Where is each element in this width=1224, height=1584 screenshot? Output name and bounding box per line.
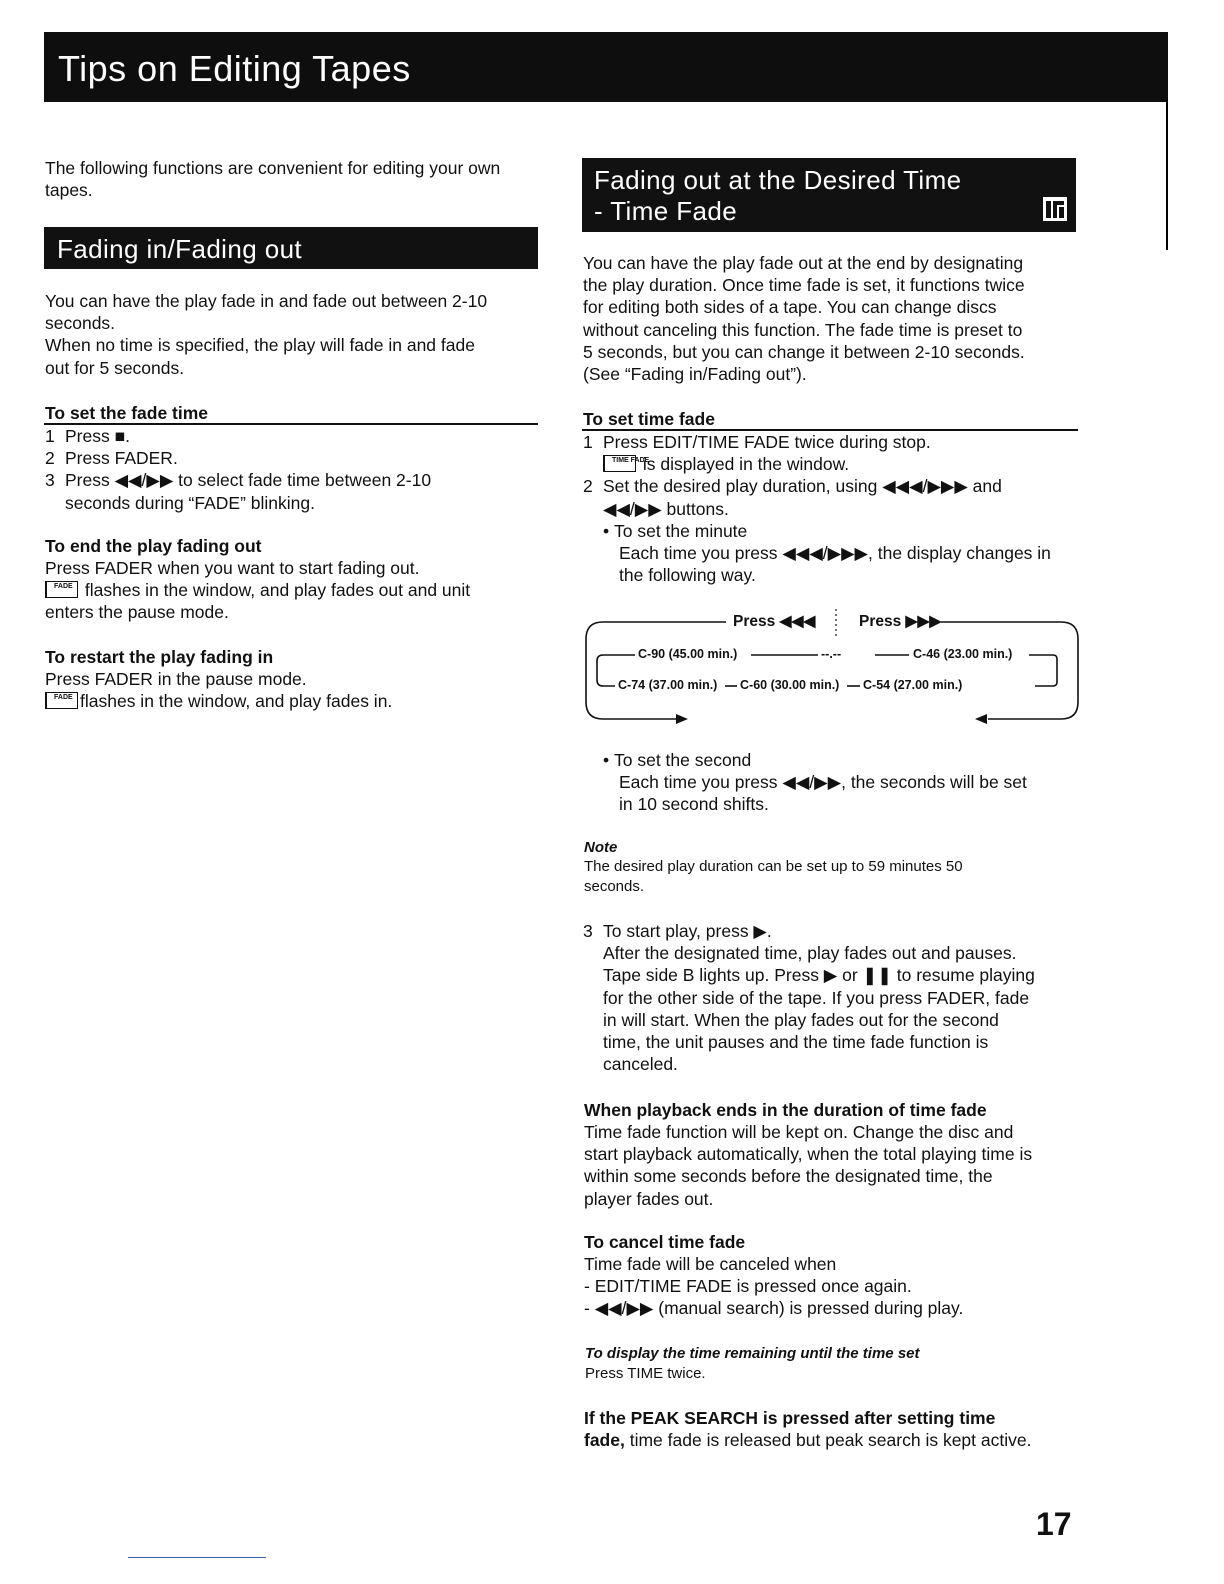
tape-c90-label: C-90 (45.00 min.) bbox=[638, 647, 738, 661]
tape-c46-label: C-46 (23.00 min.) bbox=[913, 647, 1013, 661]
page-number: 17 bbox=[1036, 1506, 1072, 1542]
footer-line bbox=[128, 1557, 266, 1558]
cassette-cycle-diagram bbox=[583, 605, 1083, 730]
step-text: Press EDIT/TIME FADE twice during stop. bbox=[603, 432, 931, 452]
intro-text bbox=[45, 157, 545, 201]
body-line: Time fade function will be kept on. Change the disc and bbox=[584, 1122, 1014, 1142]
peak-bold-text: fade, bbox=[584, 1430, 625, 1451]
body-line: Each time you press ◀◀/▶▶, the seconds will be set bbox=[619, 772, 1027, 793]
body-line: - ◀◀/▶▶ (manual search) is pressed during play. bbox=[584, 1298, 964, 1319]
body-line: Each time you press ◀◀◀/▶▶▶, the display changes in bbox=[619, 543, 1051, 564]
display-remaining-body: Press TIME twice. bbox=[585, 1365, 706, 1382]
peak-bold-line: If the PEAK SEARCH is pressed after setting time bbox=[584, 1408, 996, 1428]
body-line-with-icon bbox=[45, 690, 545, 712]
step-number: 2 bbox=[583, 476, 593, 497]
step-text-cont: in will start. When the play fades out for the second bbox=[603, 1009, 999, 1030]
body-line: Press FADER in the pause mode. bbox=[45, 669, 307, 689]
step-item bbox=[45, 425, 545, 447]
body-line: Time fade will be canceled when bbox=[584, 1254, 837, 1274]
margin-rule bbox=[1166, 100, 1168, 250]
note-body bbox=[584, 857, 963, 897]
time-fade-body bbox=[583, 252, 1083, 385]
section-title-fading: Fading in/Fading out bbox=[57, 234, 303, 264]
step-text-cont: After the designated time, play fades out and pauses. bbox=[603, 943, 1017, 964]
body-line: 5 seconds, but you can change it between 2-10 seconds. bbox=[583, 341, 1025, 362]
bullet-text: To set the second bbox=[614, 750, 752, 770]
heading-set-time-fade: To set time fade bbox=[583, 409, 715, 429]
body-line: Press FADER when you want to start fading out. bbox=[45, 558, 420, 578]
body-line: within some seconds before the designated time, the bbox=[584, 1166, 993, 1187]
press-next-label: Press ▶▶▶ bbox=[859, 613, 942, 630]
body-line: player fades out. bbox=[584, 1188, 714, 1209]
tape-deck-icon bbox=[1042, 195, 1068, 223]
body-line: You can have the play fade out at the end by designating bbox=[583, 253, 1024, 273]
step-text-cont: Tape side B lights up. Press ▶ or ❚❚ to resume playing bbox=[603, 965, 1035, 986]
heading-playback-ends: When playback ends in the duration of time fade bbox=[584, 1100, 987, 1120]
second-instructions bbox=[583, 749, 1083, 816]
body-line: the following way. bbox=[619, 565, 756, 586]
heading-cancel-time-fade: To cancel time fade bbox=[584, 1232, 746, 1252]
heading-restart-fading: To restart the play fading in bbox=[45, 647, 274, 667]
step-text-cont: ◀◀/▶▶ buttons. bbox=[603, 498, 729, 519]
step-text: To start play, press ▶. bbox=[603, 921, 772, 941]
bullet-text: To set the minute bbox=[614, 520, 748, 541]
step-text: Set the desired play duration, using ◀◀◀/▶▶▶ and bbox=[603, 476, 1002, 497]
peak-rest-text: time fade is released but peak search is kept active. bbox=[624, 1430, 1032, 1451]
body-line: the play duration. Once time fade is set, it functions twice bbox=[583, 275, 1025, 296]
set-time-fade-steps bbox=[583, 431, 1083, 586]
peak-line-2 bbox=[584, 1429, 1104, 1451]
page-title: Tips on Editing Tapes bbox=[58, 48, 411, 89]
section-bar-time-fade bbox=[582, 158, 1076, 232]
body-line: in 10 second shifts. bbox=[619, 794, 769, 815]
step-text-cont: canceled. bbox=[603, 1054, 678, 1075]
icon-label: FADE bbox=[54, 694, 73, 702]
step-item bbox=[45, 447, 545, 469]
press-prev-label: Press ◀◀◀ bbox=[733, 613, 816, 630]
fade-display-icon bbox=[45, 692, 78, 709]
body-line: When no time is specified, the play will fade in and fade bbox=[45, 335, 475, 356]
body-line: You can have the play fade in and fade out between 2-10 bbox=[45, 291, 488, 311]
section-title-time-fade: Fading out at the Desired Time bbox=[594, 165, 962, 195]
restart-fading-body bbox=[45, 668, 545, 712]
note-line: The desired play duration can be set up to 59 minutes 50 bbox=[584, 858, 963, 875]
body-text: is displayed in the window. bbox=[642, 454, 850, 475]
note-line: seconds. bbox=[584, 878, 645, 895]
icon-label: FADE bbox=[54, 583, 73, 591]
step-number: 3 bbox=[45, 470, 55, 491]
step-text-cont: seconds during “FADE” blinking. bbox=[65, 492, 315, 513]
tape-c54-label: C-54 (27.00 min.) bbox=[863, 678, 963, 692]
peak-search-note bbox=[584, 1407, 1104, 1451]
bullet-item: • To set the second bbox=[603, 750, 752, 770]
step-text-cont: time, the unit pauses and the time fade function is bbox=[603, 1032, 989, 1053]
time-fade-display-icon bbox=[603, 455, 650, 472]
page-header-banner bbox=[44, 32, 1168, 102]
tape-blank-label: --.-- bbox=[821, 647, 842, 661]
cancel-body bbox=[584, 1253, 1084, 1320]
step3-block bbox=[583, 920, 1083, 1075]
step-number: 1 bbox=[45, 426, 55, 446]
fade-display-icon bbox=[45, 581, 78, 598]
step-item bbox=[583, 475, 1083, 497]
body-line: (See “Fading in/Fading out”). bbox=[583, 364, 807, 385]
step-item bbox=[583, 431, 1083, 453]
body-line: seconds. bbox=[45, 313, 116, 334]
tape-c60-label: C-60 (30.00 min.) bbox=[740, 678, 840, 692]
heading-set-fade-time: To set the fade time bbox=[45, 403, 209, 423]
bullet-item: • To set the minute bbox=[603, 520, 748, 541]
body-line: without canceling this function. The fade time is preset to bbox=[583, 319, 1023, 340]
end-fading-body bbox=[45, 557, 545, 624]
step-text: Press ■. bbox=[65, 426, 131, 446]
intro-line: The following functions are convenient for editing your own bbox=[45, 158, 501, 178]
set-fade-steps bbox=[45, 425, 545, 514]
playback-ends-body bbox=[584, 1121, 1084, 1210]
body-text: flashes in the window, and play fades in. bbox=[80, 691, 393, 712]
note-label: Note bbox=[584, 839, 618, 856]
body-text: flashes in the window, and play fades out and unit bbox=[84, 580, 471, 601]
section-subtitle-time-fade: - Time Fade bbox=[594, 196, 738, 226]
diagram-lines bbox=[583, 605, 1083, 730]
body-line: enters the pause mode. bbox=[45, 602, 229, 623]
step-text: Press FADER. bbox=[65, 448, 178, 469]
step-item bbox=[583, 920, 1083, 942]
body-line: start playback automatically, when the total playing time is bbox=[584, 1144, 1033, 1165]
intro-line: tapes. bbox=[45, 180, 93, 201]
body-line-with-icon bbox=[45, 579, 545, 601]
section-bar-fading bbox=[44, 227, 538, 269]
step-number: 3 bbox=[583, 921, 593, 941]
body-line: - EDIT/TIME FADE is pressed once again. bbox=[584, 1276, 912, 1297]
fading-body bbox=[45, 290, 545, 379]
step-item bbox=[45, 469, 545, 491]
step-text-cont: for the other side of the tape. If you press FADER, fade bbox=[603, 987, 1030, 1008]
heading-display-remaining: To display the time remaining until the time set bbox=[585, 1345, 920, 1362]
icon-label: TIME FADE bbox=[612, 457, 650, 465]
tape-c74-label: C-74 (37.00 min.) bbox=[618, 678, 718, 692]
heading-end-fading: To end the play fading out bbox=[45, 536, 262, 556]
body-line: for editing both sides of a tape. You can change discs bbox=[583, 297, 997, 318]
body-line: out for 5 seconds. bbox=[45, 357, 185, 378]
step-number: 2 bbox=[45, 448, 55, 469]
step-number: 1 bbox=[583, 432, 593, 452]
step-text-cont bbox=[583, 453, 1083, 475]
step-text: Press ◀◀/▶▶ to select fade time between 2-10 bbox=[65, 470, 432, 491]
